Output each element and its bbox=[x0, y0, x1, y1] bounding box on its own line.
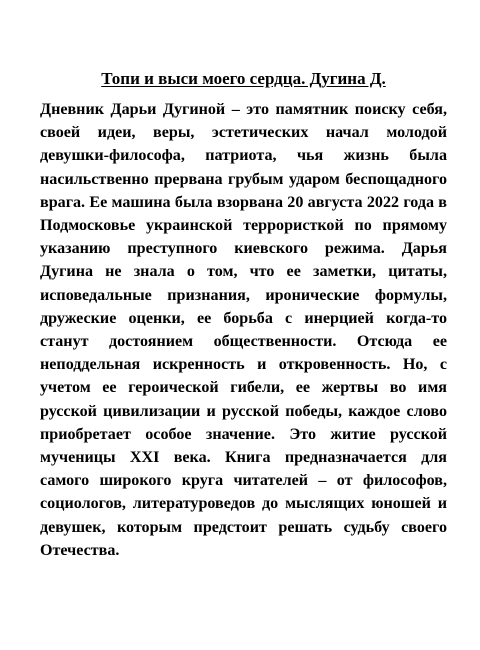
document-body: Дневник Дарьи Дугиной – это памятник поиску себя, своей идеи, веры, эстетических начал молодой девушки-философа, патриота, чья жизнь была насильственно прервана грубым ударом беспощадного врага. Ее машина была взорвана 20 августа 2022 года в Подмосковье украинской террористкой по прямому указанию преступного киевского режима. Дарья Дугина не знала о том, что ее заметки, цитаты, исповедальные признания, иронические формулы, дружеские оценки, ее борьба с инерцией когда-то станут достоянием общественности. Отсюда ее неподдельная искренность и откровенность. Но, с учетом ее героической гибели, ее жертвы во имя русской цивилизации и русской победы, каждое слово приобретает особое значение. Это житие русской мученицы XXI века. Книга предназначается для самого широкого круга читателей – от философов, социологов, литературоведов до мыслящих юношей и девушек, которым предстоит решать судьбу своего Отечества. bbox=[40, 101, 447, 559]
document-title: Топи и выси моего сердца. Дугина Д. bbox=[101, 69, 386, 88]
document-page bbox=[40, 68, 447, 562]
